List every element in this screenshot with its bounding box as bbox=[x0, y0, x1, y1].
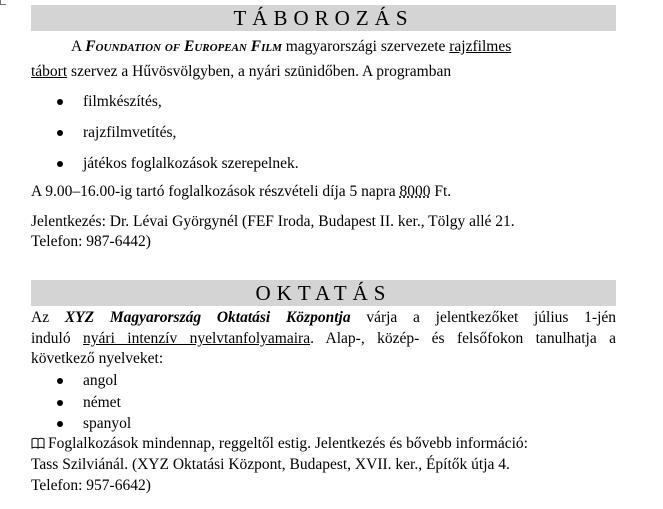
list-item: filmkészítés, bbox=[83, 93, 162, 110]
fee-amount: 8000 bbox=[399, 183, 431, 200]
list-item: német bbox=[83, 394, 121, 411]
contact-line: Telefon: 987-6442) bbox=[31, 233, 151, 250]
list-item: játékos foglalkozások szerepelnek. bbox=[83, 155, 299, 172]
page-corner-mark bbox=[0, 0, 6, 5]
contact-line: Jelentkezés: Dr. Lévai Györgynél (FEF Iroda, Budapest II. ker., Tölgy allé 21. bbox=[31, 213, 515, 230]
info-text: Foglalkozások mindennap, reggeltől estig. Jelentkezés és bővebb információ: bbox=[48, 435, 528, 452]
paragraph-text: szervez a Hűvösvölgyben, a nyári szünidőben. A programban bbox=[71, 63, 452, 80]
list-item: spanyol bbox=[83, 415, 132, 432]
underlined-word: rajzfilmes bbox=[449, 38, 512, 55]
underlined-phrase: nyári intenzív nyelvtanfolyamaira bbox=[83, 330, 311, 347]
paragraph-line bbox=[31, 329, 616, 349]
paragraph-line bbox=[31, 62, 451, 82]
section-heading-oktatas: OKTATÁS bbox=[31, 280, 616, 306]
fee-text: A 9.00–16.00-ig tartó foglalkozások részvételi díja 5 napra bbox=[31, 183, 396, 200]
paragraph-line: következő nyelveket: bbox=[31, 350, 164, 367]
fee-line bbox=[31, 182, 451, 202]
article: A bbox=[71, 38, 82, 55]
section-heading-taborozas: TÁBOROZÁS bbox=[31, 5, 616, 31]
paragraph-text: Az bbox=[31, 309, 50, 326]
paragraph-text: várja a jelentkezőket július 1-jén bbox=[366, 309, 617, 326]
info-line: Tass Szilviánál. (XYZ Oktatási Központ, Budapest, XVII. ker., Építők útja 4. bbox=[31, 456, 510, 473]
bullet-icon bbox=[57, 421, 63, 427]
bullet-icon bbox=[57, 400, 63, 406]
bullet-icon bbox=[57, 99, 63, 105]
paragraph-line bbox=[31, 37, 511, 57]
info-line: Telefon: 957-6642) bbox=[31, 477, 151, 494]
bullet-icon bbox=[57, 130, 63, 136]
paragraph-text: . Alap-, közép- és felsőfokon tanulhatja a bbox=[310, 330, 617, 347]
paragraph-line bbox=[31, 308, 616, 328]
paragraph-text: induló bbox=[31, 330, 71, 347]
fee-currency: Ft. bbox=[434, 183, 452, 200]
book-icon bbox=[31, 437, 45, 449]
bullet-icon bbox=[57, 378, 63, 384]
list-item: rajzfilmvetítés, bbox=[83, 124, 177, 141]
info-line bbox=[31, 434, 528, 454]
organization-name: Foundation of European Film bbox=[85, 38, 282, 55]
organization-name: XYZ Magyarország Oktatási Központja bbox=[64, 309, 351, 326]
bullet-icon bbox=[57, 161, 63, 167]
paragraph-text: magyarországi szervezete bbox=[285, 38, 446, 55]
underlined-word: tábort bbox=[31, 63, 68, 80]
list-item: angol bbox=[83, 372, 118, 389]
